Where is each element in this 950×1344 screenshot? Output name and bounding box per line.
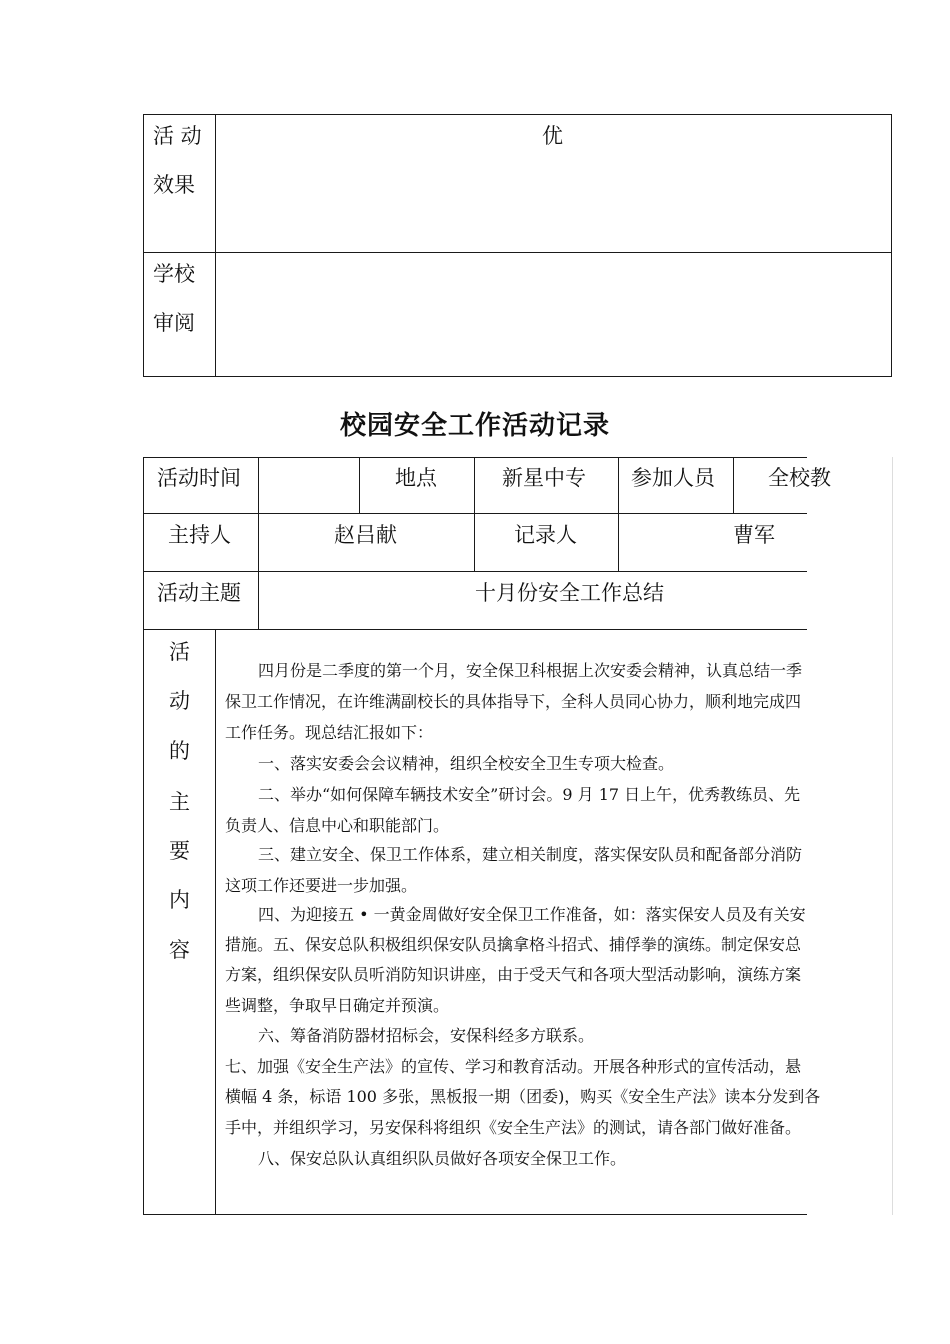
table-border bbox=[143, 457, 807, 458]
content-line: 二、举办“如何保障车辆技术安全”研讨会。9 月 17 日上午，优秀教练员、先 bbox=[258, 785, 801, 804]
time-label: 活动时间 bbox=[157, 466, 241, 490]
table-border bbox=[143, 114, 892, 115]
table-border bbox=[143, 114, 144, 377]
content-line: 手中，并组织学习，另安保科将组织《安全生产法》的测试，请各部门做好准备。 bbox=[225, 1118, 802, 1137]
host-label: 主持人 bbox=[168, 523, 231, 547]
effect-label: 活 动 bbox=[153, 124, 202, 148]
effect-value: 优 bbox=[542, 124, 563, 148]
page-title: 校园安全工作活动记录 bbox=[339, 411, 610, 441]
content-line: 些调整，争取早日确定并预演。 bbox=[225, 996, 450, 1015]
content-line: 七、加强《安全生产法》的宣传、学习和教育活动。开展各种形式的宣传活动，悬 bbox=[225, 1057, 802, 1076]
participants-label: 参加人员 bbox=[631, 466, 715, 490]
content-line: 方案，组织保安队员听消防知识讲座，由于受天气和各项大型活动影响，演练方案 bbox=[225, 965, 802, 984]
table-border bbox=[143, 571, 807, 572]
table-border bbox=[143, 457, 144, 1215]
table-border bbox=[143, 1214, 807, 1215]
theme-value: 十月份安全工作总结 bbox=[475, 581, 664, 605]
content-label-char: 要 bbox=[169, 839, 190, 863]
review-label: 学校 bbox=[153, 262, 195, 286]
table-border bbox=[891, 114, 892, 377]
content-line: 负责人、信息中心和职能部门。 bbox=[225, 816, 450, 835]
content-label-char: 活 bbox=[169, 640, 190, 664]
table-border bbox=[143, 376, 892, 377]
content-label-char: 的 bbox=[169, 739, 190, 763]
content-label-char: 容 bbox=[169, 938, 190, 962]
content-line: 四月份是二季度的第一个月，安全保卫科根据上次安委会精神，认真总结一季 bbox=[258, 661, 803, 680]
content-line: 工作任务。现总结汇报如下： bbox=[225, 723, 434, 742]
table-border bbox=[733, 457, 734, 514]
content-line: 八、保安总队认真组织队员做好各项安全保卫工作。 bbox=[258, 1149, 627, 1168]
effect-label: 效果 bbox=[153, 173, 195, 197]
table-border bbox=[618, 457, 619, 572]
content-line: 一、落实安委会会议精神，组织全校安全卫生专项大检查。 bbox=[258, 754, 675, 773]
table-border bbox=[474, 457, 475, 572]
table-border bbox=[143, 513, 807, 514]
content-label-char: 动 bbox=[169, 689, 190, 713]
host-value: 赵吕献 bbox=[334, 523, 397, 547]
table-border bbox=[143, 252, 892, 253]
recorder-label: 记录人 bbox=[514, 523, 577, 547]
table-border bbox=[143, 629, 807, 630]
participants-value: 全校教 bbox=[768, 466, 831, 490]
content-label-char: 内 bbox=[169, 888, 190, 912]
place-label: 地点 bbox=[395, 466, 437, 490]
content-line: 六、筹备消防器材招标会，安保科经多方联系。 bbox=[258, 1026, 595, 1045]
place-value: 新星中专 bbox=[502, 466, 586, 490]
content-line: 横幅 4 条，标语 100 多张，黑板报一期（团委)，购买《安全生产法》读本分发到各 bbox=[225, 1087, 821, 1106]
recorder-value: 曹军 bbox=[733, 523, 775, 547]
content-line: 保卫工作情况，在许维满副校长的具体指导下，全科人员同心协力，顺利地完成四 bbox=[225, 692, 802, 711]
table-border bbox=[258, 457, 259, 630]
table-border bbox=[215, 114, 216, 377]
table-border bbox=[215, 629, 216, 1215]
content-line: 三、建立安全、保卫工作体系，建立相关制度，落实保安队员和配备部分消防 bbox=[258, 845, 803, 864]
theme-label: 活动主题 bbox=[157, 581, 241, 605]
faint-border bbox=[892, 457, 893, 1215]
content-line: 这项工作还要进一步加强。 bbox=[225, 876, 418, 895]
content-line: 措施。五、保安总队积极组织保安队员擒拿格斗招式、捕俘拳的演练。制定保安总 bbox=[225, 935, 802, 954]
content-line: 四、为迎接五 • 一黄金周做好安全保卫工作准备，如：落实保安人员及有关安 bbox=[258, 905, 806, 924]
content-label-char: 主 bbox=[169, 790, 190, 814]
table-border bbox=[359, 457, 360, 514]
review-label: 审阅 bbox=[153, 311, 195, 335]
